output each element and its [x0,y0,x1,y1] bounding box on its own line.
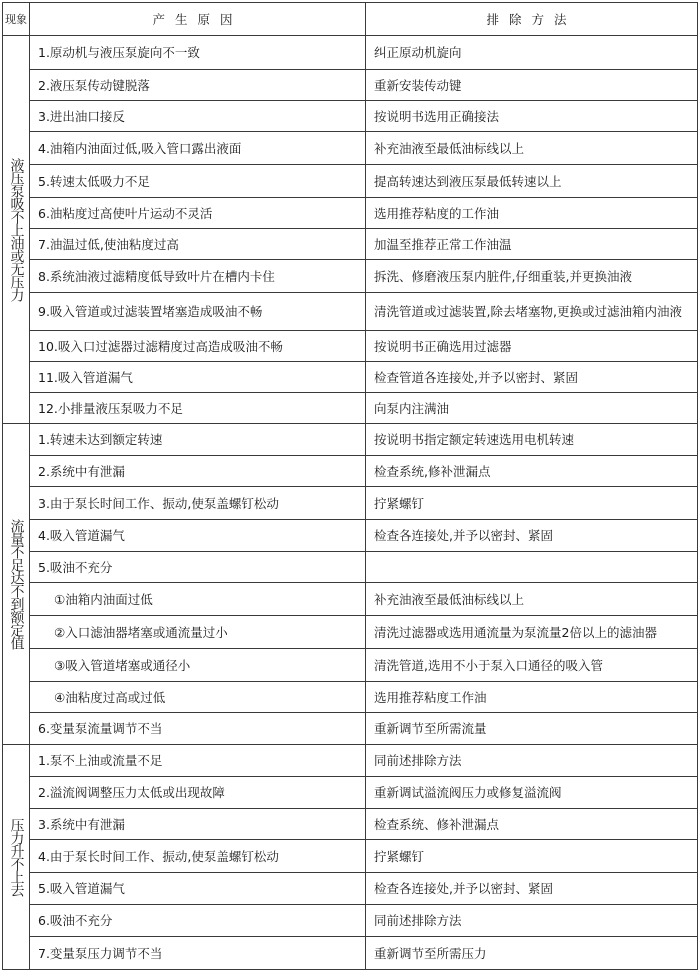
table-row [3,293,698,331]
cause-cell: 1.转速未达到额定转速 [30,424,366,456]
cause-cell: 5.转速太低吸力不足 [30,165,366,198]
table-row [3,809,698,840]
cause-cell: 7.油温过低,使油粘度过高 [30,229,366,260]
table-row [3,331,698,362]
table-row [3,873,698,905]
cause-cell: 6.吸油不充分 [30,905,366,937]
table-row [3,487,698,520]
remedy-cell: 按说明书选用正确接法 [366,101,698,132]
cause-cell: 2.系统中有泄漏 [30,456,366,487]
cause-cell: 4.油箱内油面过低,吸入管口露出液面 [30,132,366,165]
cause-cell: 5.吸入管道漏气 [30,873,366,905]
cause-cell: ①油箱内油面过低 [30,583,366,616]
table-row [3,198,698,229]
remedy-cell: 重新调试溢流阀压力或修复溢流阀 [366,777,698,809]
phenomenon-cell: 液压泵吸不上油或无压力 [3,36,30,424]
remedy-cell: 检查各连接处,并予以密封、紧固 [366,873,698,905]
table-row [3,260,698,293]
remedy-cell: 拆洗、修磨液压泵内脏件,仔细重装,并更换油液 [366,260,698,293]
cause-cell: 12.小排量液压泵吸力不足 [30,393,366,424]
table-row [3,840,698,873]
troubleshooting-table [2,2,698,970]
cause-cell: 4.由于泵长时间工作、振动,使泵盖螺钉松动 [30,840,366,873]
cause-cell: ②入口滤油器堵塞或通流量过小 [30,616,366,649]
table-row [3,229,698,260]
remedy-cell: 向泵内注满油 [366,393,698,424]
cause-cell: 8.系统油液过滤精度低导致叶片在槽内卡住 [30,260,366,293]
cause-cell: 2.液压泵传动键脱落 [30,70,366,101]
table-row [3,132,698,165]
remedy-cell: 补充油液至最低油标线以上 [366,132,698,165]
remedy-cell: 按说明书指定额定转速选用电机转速 [366,424,698,456]
table-row [3,165,698,198]
cause-cell: 7.变量泵压力调节不当 [30,937,366,970]
header-row [3,3,698,36]
table-row [3,520,698,552]
table-row [3,649,698,682]
cause-cell: 1.原动机与液压泵旋向不一致 [30,36,366,70]
remedy-cell: 重新调节至所需流量 [366,713,698,745]
phenomenon-cell: 流量不足达不到额定值 [3,424,30,745]
remedy-cell: 按说明书正确选用过滤器 [366,331,698,362]
table-row [3,905,698,937]
table-row [3,424,698,456]
table-row [3,713,698,745]
table-row [3,777,698,809]
cause-cell: 5.吸油不充分 [30,552,366,583]
table-row [3,70,698,101]
table-row [3,456,698,487]
table-row [3,101,698,132]
remedy-cell: 同前述排除方法 [366,905,698,937]
remedy-cell: 检查系统,修补泄漏点 [366,456,698,487]
table-body [3,36,698,970]
remedy-cell: 选用推荐粘度工作油 [366,682,698,713]
cause-cell: 11.吸入管道漏气 [30,362,366,393]
remedy-cell: 选用推荐粘度的工作油 [366,198,698,229]
remedy-cell: 检查系统、修补泄漏点 [366,809,698,840]
remedy-cell: 清洗管道或过滤装置,除去堵塞物,更换或过滤油箱内油液 [366,293,698,331]
remedy-cell: 拧紧螺钉 [366,840,698,873]
remedy-cell [366,552,698,583]
cause-cell: 10.吸入口过滤器过滤精度过高造成吸油不畅 [30,331,366,362]
remedy-cell: 拧紧螺钉 [366,487,698,520]
remedy-cell: 纠正原动机旋向 [366,36,698,70]
remedy-cell: 加温至推荐正常工作油温 [366,229,698,260]
remedy-cell: 同前述排除方法 [366,745,698,777]
remedy-cell: 检查各连接处,并予以密封、紧固 [366,520,698,552]
remedy-cell: 检查管道各连接处,并予以密封、紧固 [366,362,698,393]
remedy-cell: 清洗过滤器或选用通流量为泵流量2倍以上的滤油器 [366,616,698,649]
header-remedy: 排除方法 [366,3,698,36]
header-phenomenon: 现象 [3,3,30,36]
cause-cell: 6.油粘度过高使叶片运动不灵活 [30,198,366,229]
remedy-cell: 提高转速达到液压泵最低转速以上 [366,165,698,198]
table-row [3,937,698,970]
header-cause: 产生原因 [30,3,366,36]
table-row [3,583,698,616]
cause-cell: 4.吸入管道漏气 [30,520,366,552]
table-row [3,393,698,424]
remedy-cell: 重新调节至所需压力 [366,937,698,970]
cause-cell: 1.泵不上油或流量不足 [30,745,366,777]
cause-cell: ④油粘度过高或过低 [30,682,366,713]
cause-cell: ③吸入管道堵塞或通径小 [30,649,366,682]
table-row [3,362,698,393]
remedy-cell: 补充油液至最低油标线以上 [366,583,698,616]
cause-cell: 6.变量泵流量调节不当 [30,713,366,745]
table-row [3,682,698,713]
table-row [3,36,698,70]
table-row [3,745,698,777]
table-row [3,616,698,649]
cause-cell: 3.由于泵长时间工作、振动,使泵盖螺钉松动 [30,487,366,520]
cause-cell: 3.系统中有泄漏 [30,809,366,840]
table-row [3,552,698,583]
phenomenon-cell: 压力升不上去 [3,745,30,970]
remedy-cell: 重新安装传动键 [366,70,698,101]
cause-cell: 2.溢流阀调整压力太低或出现故障 [30,777,366,809]
cause-cell: 9.吸入管道或过滤装置堵塞造成吸油不畅 [30,293,366,331]
cause-cell: 3.进出油口接反 [30,101,366,132]
remedy-cell: 清洗管道,选用不小于泵入口通径的吸入管 [366,649,698,682]
